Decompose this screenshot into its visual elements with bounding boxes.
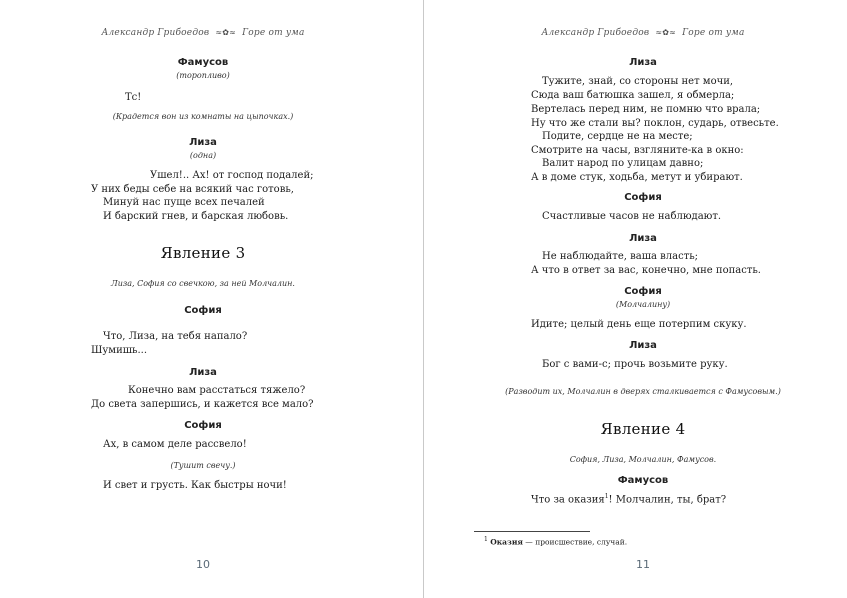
verse-line: Бог с вами-с; прочь возьмите руку. (542, 359, 728, 370)
verse-line: А что в ответ за вас, конечно, мне попасть. (531, 265, 761, 276)
verse-line: И свет и грусть. Как быстры ночи! (103, 480, 287, 491)
left-page (0, 0, 423, 598)
verse-line: Тужите, знай, со стороны нет мочи, (542, 76, 734, 87)
speaker-name: Лиза (189, 137, 217, 148)
footnote (484, 536, 627, 547)
verse-line: Ах, в самом деле рассвело! (103, 439, 247, 450)
stage-direction: (Разводит их, Молчалин в дверях сталкивается с Фамусовым.) (505, 387, 781, 396)
speaker-name: Лиза (629, 233, 657, 244)
footnote-mark: 1 (484, 536, 488, 543)
footnote-ref[interactable]: 1 (604, 493, 609, 500)
speaker-name: София (624, 192, 662, 203)
header-title: Горе от ума (242, 28, 305, 38)
footnote-rule (474, 531, 590, 532)
verse-line: Валит народ по улицам давно; (542, 158, 704, 169)
carriage-ornament-icon: ≈✿≈ (215, 28, 237, 37)
verse-line: Ушел!.. Ах! от господ подалей; (150, 170, 314, 181)
header-author: Александр Грибоедов (101, 28, 210, 38)
running-header (541, 28, 744, 38)
verse-line: Подите, сердце не на месте; (542, 131, 693, 142)
verse-line: Что, Лиза, на тебя напало? (103, 331, 248, 342)
speaker-name: Фамусов (617, 475, 669, 486)
scene-heading: Явление 4 (600, 420, 686, 438)
scene-cast: София, Лиза, Молчалин, Фамусов. (569, 455, 717, 464)
footnote-term: Оказия (490, 537, 523, 547)
verse-line: У них беды себе на всякий час готовь, (91, 184, 294, 195)
header-title: Горе от ума (682, 28, 745, 38)
running-header (101, 28, 304, 38)
verse-line: Идите; целый день еще потерпим скуку. (531, 319, 747, 330)
scene-cast: Лиза, София со свечкою, за ней Молчалин. (111, 279, 295, 288)
verse-line: Смотрите на часы, взгляните-ка в окно: (531, 145, 744, 156)
verse-line: А в доме стук, ходьба, метут и убирают. (531, 172, 743, 183)
stage-direction: (Крадется вон из комнаты на цыпочках.) (112, 112, 294, 121)
verse-text: ! Молчалин, ты, брат? (608, 494, 727, 506)
page-number: 10 (196, 558, 210, 571)
stage-direction: (одна) (189, 151, 217, 160)
carriage-ornament-icon: ≈✿≈ (655, 28, 677, 37)
footnote-text: — происшествие, случай. (522, 537, 628, 547)
verse-line: Счастливые часов не наблюдают. (542, 211, 722, 222)
speaker-name: Лиза (189, 367, 217, 378)
speaker-name: София (184, 420, 222, 431)
verse-text: Что за оказия (531, 494, 605, 506)
stage-direction: (Молчалину) (615, 300, 671, 309)
right-page (424, 0, 847, 598)
speaker-name: Лиза (629, 57, 657, 68)
page-number: 11 (636, 558, 650, 571)
verse-line: Вертелась перед ним, не помню что врала; (531, 104, 761, 115)
speaker-name: Лиза (629, 340, 657, 351)
scene-heading: Явление 3 (160, 244, 246, 262)
header-author: Александр Грибоедов (541, 28, 650, 38)
verse-line: Сюда ваш батюшка зашел, я обмерла; (531, 90, 735, 101)
verse-line: Конечно вам расстаться тяжело? (128, 385, 306, 396)
verse-line: Не наблюдайте, ваша власть; (542, 251, 699, 262)
stage-direction: (торопливо) (176, 71, 230, 80)
verse-line: Тс! (125, 92, 142, 103)
verse-line: Ну что же стали вы? поклон, сударь, отвесьте. (531, 118, 779, 129)
speaker-name: София (184, 305, 222, 316)
speaker-name: София (624, 286, 662, 297)
verse-line: До света запершись, и кажется все мало? (91, 399, 314, 410)
verse-line: И барский гнев, и барская любовь. (103, 211, 289, 222)
stage-direction: (Тушит свечу.) (170, 461, 236, 470)
speaker-name: Фамусов (177, 57, 229, 68)
verse-line (531, 493, 726, 505)
verse-line: Минуй нас пуще всех печалей (103, 197, 265, 208)
verse-line: Шумишь... (91, 345, 148, 356)
